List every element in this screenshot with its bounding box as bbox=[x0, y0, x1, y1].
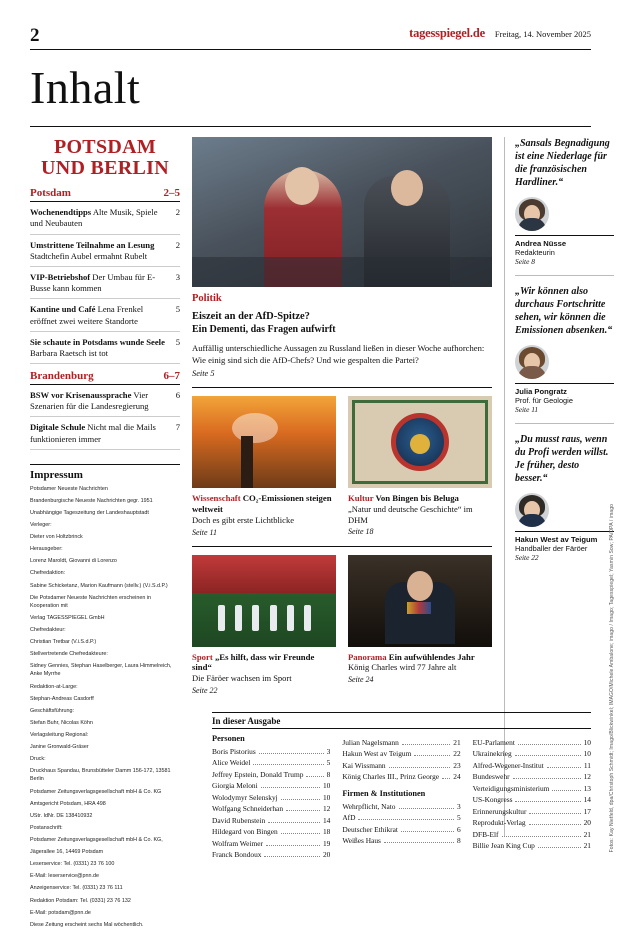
teaser-subtitle: Doch es gibt erste Lichtblicke bbox=[192, 514, 294, 525]
divider bbox=[192, 546, 492, 547]
index-subheading-firmen: Firmen & Institutionen bbox=[342, 788, 426, 798]
index-row[interactable] bbox=[473, 840, 591, 851]
quote-card[interactable] bbox=[515, 137, 614, 266]
leader-dots bbox=[513, 778, 581, 779]
teaser-kicker: Wissenschaft bbox=[192, 493, 241, 504]
impressum-line: Druckhaus Spandau, Brunsbütteler Damm 156-172, 13581 Berlin bbox=[30, 768, 171, 783]
lead-article-headline bbox=[192, 292, 492, 305]
divider bbox=[515, 275, 614, 276]
index-row[interactable] bbox=[473, 737, 591, 748]
index-page: 5 bbox=[326, 758, 331, 768]
teaser-kicker: Kultur bbox=[348, 493, 374, 504]
teaser-title: Von Bingen bis Beluga bbox=[373, 493, 459, 504]
index-name: Hildegard von Bingen bbox=[212, 827, 278, 837]
teaser-subtitle: „Natur und deutsche Geschichte“ im DHM bbox=[348, 504, 473, 525]
avatar-body bbox=[518, 218, 546, 231]
quote-card[interactable] bbox=[515, 285, 614, 414]
teaser-row-2 bbox=[192, 555, 492, 695]
issue-index-heading: In dieser Ausgabe bbox=[212, 712, 591, 729]
index-page: 12 bbox=[322, 804, 331, 814]
index-name: Julian Nagelsmann bbox=[342, 738, 399, 747]
toc-item-bold: Digitale Schule bbox=[30, 422, 86, 433]
leader-dots bbox=[515, 801, 580, 802]
index-page: 24 bbox=[453, 772, 461, 782]
impressum-line: Chefredaktion: bbox=[30, 570, 66, 577]
index-page: 3 bbox=[456, 801, 461, 811]
impressum-line: Geschäftsführung: bbox=[30, 707, 75, 714]
index-name: Wolfgang Schneiderhan bbox=[212, 804, 284, 814]
leader-dots bbox=[442, 778, 450, 779]
impressum-line: Postanschrift: bbox=[30, 824, 63, 831]
index-page: 12 bbox=[583, 772, 591, 782]
impressum-line: Die Potsdamer Neueste Nachrichten erscheinen in Kooperation mit bbox=[30, 594, 152, 609]
index-name: Reprodukt-Verlag bbox=[472, 818, 526, 828]
toc-item-text: Stadtchefin Aubel ermahnt Rubelt bbox=[30, 250, 148, 261]
index-page: 5 bbox=[456, 813, 461, 823]
lead-article-title: Eiszeit an der AfD-Spitze? bbox=[192, 311, 310, 323]
issue-index bbox=[30, 712, 591, 858]
impressum-line: E-Mail: potsdam@pnn.de bbox=[30, 909, 91, 916]
index-name: Jeffrey Epstein, Donald Trump bbox=[212, 769, 304, 779]
leader-dots bbox=[502, 836, 581, 837]
teaser-page: Seite 24 bbox=[348, 675, 374, 685]
impressum-line: Redaktion Potsdam: Tel. (0331) 23 76 132 bbox=[30, 897, 131, 904]
section-title-line2: UND BERLIN bbox=[40, 157, 170, 180]
player bbox=[252, 605, 259, 631]
index-page: 11 bbox=[583, 760, 591, 770]
toc-item[interactable] bbox=[30, 332, 180, 364]
toc-item[interactable] bbox=[30, 267, 180, 299]
impressum-line: UStr. IdNr. DE 138410932 bbox=[30, 812, 93, 819]
impressum-title: Impressum bbox=[30, 468, 83, 481]
page-title: Inhalt bbox=[30, 62, 141, 113]
avatar bbox=[515, 197, 549, 231]
quote-author-role: Redakteurin bbox=[515, 248, 555, 258]
impressum-line: Verlagsleitung Regional: bbox=[30, 732, 89, 738]
toc-item[interactable] bbox=[30, 202, 180, 234]
issue-date: Freitag, 14. November 2025 bbox=[494, 29, 591, 39]
impressum-line: Redaktion-at-Large: bbox=[30, 683, 78, 690]
index-page: 21 bbox=[453, 738, 461, 747]
index-name: EU-Parlament bbox=[472, 738, 515, 747]
index-row[interactable] bbox=[473, 748, 591, 759]
index-name: Alfred-Wegener-Institut bbox=[472, 760, 544, 770]
teaser-headline bbox=[192, 652, 336, 674]
index-name: Alice Weidel bbox=[212, 758, 251, 768]
index-row[interactable] bbox=[212, 826, 330, 837]
teaser-page: Seite 11 bbox=[192, 527, 217, 537]
index-row[interactable] bbox=[473, 806, 591, 817]
section-title-line1: POTSDAM bbox=[53, 136, 157, 159]
index-row[interactable] bbox=[473, 794, 591, 805]
smokestack bbox=[241, 436, 253, 488]
index-page: 8 bbox=[456, 836, 461, 846]
leader-dots bbox=[264, 856, 319, 857]
title-divider bbox=[30, 126, 591, 127]
smoke-plume bbox=[232, 413, 278, 443]
divider bbox=[192, 387, 492, 388]
toc-item-page: 5 bbox=[175, 304, 180, 315]
page-number: 2 bbox=[30, 25, 40, 46]
toc-item-page: 7 bbox=[175, 422, 180, 433]
toc-item-page: 3 bbox=[175, 271, 180, 282]
teaser-panorama[interactable] bbox=[348, 555, 492, 695]
impressum-line: Unabhängige Tageszeitung der Landeshauptstadt bbox=[30, 509, 149, 516]
leader-dots bbox=[529, 813, 580, 814]
leader-dots bbox=[286, 810, 320, 811]
index-name: Wehrpflicht, Nato bbox=[342, 801, 396, 811]
teaser-headline bbox=[348, 652, 492, 663]
index-name: Ukrainekrieg bbox=[472, 749, 512, 759]
index-name: Wolfram Weimer bbox=[212, 838, 264, 848]
index-name: Bundeswehr bbox=[472, 772, 510, 782]
index-page: 14 bbox=[322, 815, 331, 825]
index-row[interactable] bbox=[342, 835, 460, 846]
impressum-line: Potsdamer Zeitungsverlagsgesellschaft mbH & Co. KG, bbox=[30, 836, 163, 843]
quote-author-role: Handballer der Färöer bbox=[515, 544, 588, 554]
index-name: DFB-Elf bbox=[472, 829, 499, 839]
masthead-right bbox=[409, 26, 591, 41]
index-name: Wolodymyr Selenskyj bbox=[212, 792, 278, 802]
subsection-brandenburg-label: Brandenburg bbox=[30, 370, 94, 383]
index-row[interactable] bbox=[212, 838, 330, 849]
index-page: 6 bbox=[456, 824, 461, 834]
index-name: Erinnerungskultur bbox=[472, 806, 527, 816]
leader-dots bbox=[358, 819, 453, 820]
teaser-headline bbox=[192, 493, 336, 515]
teaser-photo-football bbox=[192, 555, 336, 647]
lead-article-photo bbox=[192, 137, 492, 287]
leader-dots bbox=[306, 776, 323, 777]
index-name: Giorgia Meloni bbox=[212, 781, 258, 791]
index-name: Hakun West av Teigum bbox=[342, 749, 412, 759]
impressum-line: Lorenz Maroldt, Giovanni di Lorenzo bbox=[30, 558, 117, 565]
index-name: US-Kongress bbox=[472, 795, 513, 805]
impressum-line: Sidney Gennies, Stephan Haselberger, Laura Himmelreich, Anke Myrrhe bbox=[30, 663, 172, 678]
royal-head bbox=[407, 571, 433, 601]
impressum-body bbox=[30, 485, 180, 929]
leader-dots bbox=[281, 833, 320, 834]
toc-item-bold: Kantine und Café bbox=[30, 304, 96, 315]
toc-item-text: Barbara Raetsch ist tot bbox=[30, 347, 109, 358]
index-row[interactable] bbox=[342, 760, 460, 771]
toc-item-page: 2 bbox=[175, 239, 180, 250]
toc-item-bold: BSW vor Krisenaussprache bbox=[30, 390, 132, 401]
index-name: Boris Pistorius bbox=[212, 747, 256, 756]
leader-dots bbox=[402, 744, 450, 745]
royal-medals bbox=[407, 602, 431, 614]
index-row[interactable] bbox=[212, 792, 330, 803]
quote-author-name: Andrea Nüsse bbox=[515, 235, 614, 248]
index-page: 19 bbox=[322, 838, 331, 848]
quote-text: „Wir können also durchaus Fortschritte sehen, wir können die Emissionen absenken.“ bbox=[515, 286, 613, 337]
index-page: 20 bbox=[322, 850, 331, 860]
index-row[interactable] bbox=[342, 824, 460, 835]
impressum-line: Verlag TAGESSPIEGEL GmbH bbox=[30, 614, 105, 621]
index-name: David Rubenstein bbox=[212, 815, 266, 825]
photo-foreground-blur bbox=[192, 257, 492, 287]
quote-page: Seite 22 bbox=[515, 553, 539, 563]
index-row[interactable] bbox=[212, 780, 330, 791]
index-page: 20 bbox=[583, 818, 591, 828]
leader-dots bbox=[414, 755, 450, 756]
index-row[interactable] bbox=[212, 746, 330, 757]
impressum-line: Stephan-Andreas Casdorff bbox=[30, 695, 94, 702]
quote-page: Seite 11 bbox=[515, 405, 539, 415]
index-row[interactable] bbox=[473, 829, 591, 840]
index-page: 22 bbox=[453, 749, 461, 759]
player bbox=[270, 605, 277, 631]
teaser-subtitle: König Charles wird 77 Jahre alt bbox=[348, 662, 457, 673]
leader-dots bbox=[518, 744, 581, 745]
teaser-kultur[interactable] bbox=[348, 396, 492, 536]
index-row[interactable] bbox=[212, 769, 330, 780]
index-page: 14 bbox=[583, 795, 591, 805]
leader-dots bbox=[399, 808, 454, 809]
index-row[interactable] bbox=[212, 815, 330, 826]
toc-item-bold: Umstrittene Teilnahme an Lesung bbox=[30, 239, 155, 250]
impressum-line: Dieter von Holtzbrinck bbox=[30, 534, 83, 541]
index-row[interactable] bbox=[342, 748, 460, 759]
index-row[interactable] bbox=[342, 812, 460, 823]
teaser-page: Seite 18 bbox=[348, 527, 374, 537]
index-page: 10 bbox=[322, 781, 331, 791]
impressum-line: Leserservice: Tel. (0331) 23 76 100 bbox=[30, 861, 115, 868]
index-name: Deutscher Ethikrat bbox=[342, 824, 398, 834]
impressum-line: Potsdamer Neueste Nachrichten bbox=[30, 485, 108, 492]
index-column-3 bbox=[473, 734, 591, 861]
subsection-potsdam bbox=[30, 187, 180, 202]
lead-article-subtitle: Ein Dementi, das Fragen aufwirft bbox=[192, 323, 336, 335]
index-name: Billie Jean King Cup bbox=[472, 841, 535, 851]
masthead bbox=[30, 26, 591, 50]
impressum-line: Verleger: bbox=[30, 522, 52, 529]
index-row[interactable] bbox=[342, 737, 460, 748]
stadium-crowd bbox=[192, 555, 336, 593]
quote-text: „Sansals Begnadigung ist eine Niederlage für die französischen Hardliner.“ bbox=[515, 138, 610, 189]
issue-index-columns bbox=[212, 734, 591, 861]
quote-author-role: Prof. für Geologie bbox=[515, 396, 573, 406]
divider bbox=[515, 423, 614, 424]
teaser-title: „Es hilft, dass wir Freunde sind“ bbox=[192, 651, 315, 673]
tagesspiegel-logo: tagesspiegel.de bbox=[409, 26, 485, 40]
index-name: Verteidigungsministerium bbox=[472, 783, 550, 793]
impressum-line: Anzeigenservice: Tel. (0331) 23 76 111 bbox=[30, 885, 123, 892]
lead-article-page: Seite 5 bbox=[192, 369, 215, 379]
index-row[interactable] bbox=[473, 817, 591, 828]
lead-article[interactable] bbox=[192, 292, 492, 378]
section-title bbox=[30, 137, 180, 179]
impressum-line: Brandenburgische Neueste Nachrichten gegr. 1951 bbox=[30, 497, 153, 504]
index-page: 21 bbox=[583, 829, 591, 839]
index-page: 10 bbox=[583, 749, 591, 759]
index-name: Kai Wissmann bbox=[342, 760, 386, 770]
index-column-2 bbox=[342, 734, 460, 861]
leader-dots bbox=[401, 831, 454, 832]
leader-dots bbox=[384, 842, 454, 843]
avatar bbox=[515, 345, 549, 379]
impressum-line: Janine Gronwald-Gräser bbox=[30, 744, 89, 751]
index-name: AfD bbox=[342, 813, 356, 823]
index-page: 18 bbox=[322, 827, 331, 837]
leader-dots bbox=[529, 824, 581, 825]
artwork-center bbox=[410, 434, 430, 454]
player bbox=[287, 605, 294, 631]
teaser-title: CO₂-Emissionen steigen weltweit bbox=[192, 493, 332, 515]
avatar-body bbox=[518, 366, 546, 379]
toc-item-text: Lena Frenkel eröffnet zwei weitere Standorte bbox=[30, 304, 144, 326]
impressum-line: Chefredakteur: bbox=[30, 627, 66, 634]
avatar-body bbox=[518, 514, 546, 527]
leader-dots bbox=[268, 822, 320, 823]
leader-dots bbox=[389, 767, 451, 768]
toc-item[interactable] bbox=[30, 417, 180, 449]
teaser-kicker: Sport bbox=[192, 651, 213, 662]
teaser-kicker: Panorama bbox=[348, 651, 387, 662]
teaser-headline bbox=[348, 493, 492, 504]
impressum-box bbox=[30, 464, 180, 929]
toc-item[interactable] bbox=[30, 385, 180, 417]
index-row[interactable] bbox=[212, 757, 330, 768]
toc-item-page: 2 bbox=[175, 207, 180, 218]
subsection-potsdam-pages: 2–5 bbox=[163, 187, 180, 200]
leader-dots bbox=[547, 767, 581, 768]
teaser-wissenschaft[interactable] bbox=[192, 396, 336, 536]
photo-credit: Fotos: Kay Nietfeld, dpa/Christoph Schmidt; Imago/Blickwinkel; IMAGO/Michele Ambalone; imago / Imago; Tagesspiegel; Yasmin Sow; PA/DPA / imago bbox=[609, 503, 615, 852]
player bbox=[218, 605, 225, 631]
index-name: Franck Bondoux bbox=[212, 850, 262, 860]
quote-author-name: Julia Pongratz bbox=[515, 383, 614, 396]
leader-dots bbox=[515, 755, 581, 756]
index-page: 17 bbox=[583, 806, 591, 816]
index-column-personen bbox=[212, 734, 330, 861]
index-row[interactable] bbox=[212, 849, 330, 860]
index-row[interactable] bbox=[342, 771, 460, 782]
subsection-brandenburg bbox=[30, 370, 180, 385]
leader-dots bbox=[261, 787, 320, 788]
index-row[interactable] bbox=[342, 801, 460, 812]
impressum-line: Diese Zeitung erscheint sechs Mal wöchentlich. bbox=[30, 921, 144, 928]
toc-item-page: 5 bbox=[175, 336, 180, 347]
impressum-line: Herausgeber: bbox=[30, 546, 63, 553]
toc-item-bold: Sie schaute in Potsdams wunde Seele bbox=[30, 336, 165, 347]
avatar bbox=[515, 493, 549, 527]
teaser-title: Ein aufwühlendes Jahr bbox=[386, 651, 475, 662]
leader-dots bbox=[552, 790, 580, 791]
impressum-line: Amtsgericht Potsdam, HRA 498 bbox=[30, 800, 106, 807]
player bbox=[235, 605, 242, 631]
toc-item[interactable] bbox=[30, 299, 180, 331]
index-row[interactable] bbox=[473, 783, 591, 794]
subsection-brandenburg-pages: 6–7 bbox=[163, 370, 180, 383]
teaser-subtitle: Die Färöer wachsen im Sport bbox=[192, 673, 292, 684]
index-column-title: Personen bbox=[212, 734, 245, 743]
impressum-line: Jägerallee 16, 14469 Potsdam bbox=[30, 849, 104, 856]
toc-item-page: 6 bbox=[175, 390, 180, 401]
lead-article-kicker: Politik bbox=[192, 293, 222, 305]
impressum-line: E-Mail: leserservice@pnn.de bbox=[30, 873, 99, 880]
teaser-photo-emissions bbox=[192, 396, 336, 488]
teaser-page: Seite 22 bbox=[192, 685, 218, 695]
impressum-line: Stellvertretende Chefredakteure: bbox=[30, 651, 108, 658]
toc-item-text: Nicht mal die Mails funktionieren immer bbox=[30, 422, 156, 444]
teaser-photo-artwork bbox=[348, 396, 492, 488]
lead-article-teaser: Auffällig unterschiedliche Aussagen zu Russland ließen in dieser Woche aufhorchen: Wie einig sind sich die AfD-Chefs? Und wie gespalten die Partei? bbox=[192, 343, 485, 365]
toc-item-bold: VIP-Betriebshof bbox=[30, 271, 91, 282]
leader-dots bbox=[538, 847, 581, 848]
impressum-line: Stefan Buhr, Nicolas Köhn bbox=[30, 719, 93, 726]
teaser-photo-king bbox=[348, 555, 492, 647]
toc-item-text: Vier Szenarien für die Landesregierung bbox=[30, 390, 149, 412]
index-page: 13 bbox=[583, 783, 591, 793]
index-row[interactable] bbox=[212, 803, 330, 814]
toc-item-text: Alte Musik, Spiele und Neubauten bbox=[30, 207, 158, 229]
impressum-line: Sabine Schicketanz, Marion Kaufmann (stellv.) (V.i.S.d.P.) bbox=[30, 582, 168, 589]
index-row[interactable] bbox=[473, 760, 591, 771]
index-page: 10 bbox=[583, 738, 591, 747]
subsection-potsdam-label: Potsdam bbox=[30, 187, 71, 200]
leader-dots bbox=[281, 799, 320, 800]
quote-page: Seite 8 bbox=[515, 257, 535, 267]
quote-card[interactable] bbox=[515, 433, 614, 562]
leader-dots bbox=[253, 764, 323, 765]
index-page: 8 bbox=[326, 769, 331, 779]
index-page: 23 bbox=[453, 760, 461, 770]
index-name: Weißes Haus bbox=[342, 836, 381, 846]
toc-item-bold: Wochenendtipps bbox=[30, 207, 92, 218]
index-page: 21 bbox=[583, 841, 591, 851]
toc-item-text: Der Umbau für E-Busse kann kommen bbox=[30, 271, 156, 294]
index-page: 10 bbox=[322, 792, 331, 802]
index-page: 3 bbox=[326, 747, 331, 756]
teaser-sport[interactable] bbox=[192, 555, 336, 695]
index-row[interactable] bbox=[473, 771, 591, 782]
impressum-line: Christian Tretbar (V.i.S.d.P.) bbox=[30, 639, 97, 646]
teaser-row-1 bbox=[192, 396, 492, 536]
leader-dots bbox=[259, 753, 324, 754]
quote-text: „Du musst raus, wenn du Profi werden willst. Je früher, desto besser.“ bbox=[515, 434, 609, 485]
quote-author-name: Hakun West av Teigum bbox=[515, 531, 614, 544]
player bbox=[304, 605, 311, 631]
index-name: König Charles III., Prinz George bbox=[342, 772, 440, 782]
impressum-line: Druck: bbox=[30, 756, 46, 763]
leader-dots bbox=[266, 845, 320, 846]
impressum-line: Potsdamer Zeitungsverlagsgesellschaft mbH & Co. KG bbox=[30, 788, 162, 795]
toc-item[interactable] bbox=[30, 235, 180, 267]
